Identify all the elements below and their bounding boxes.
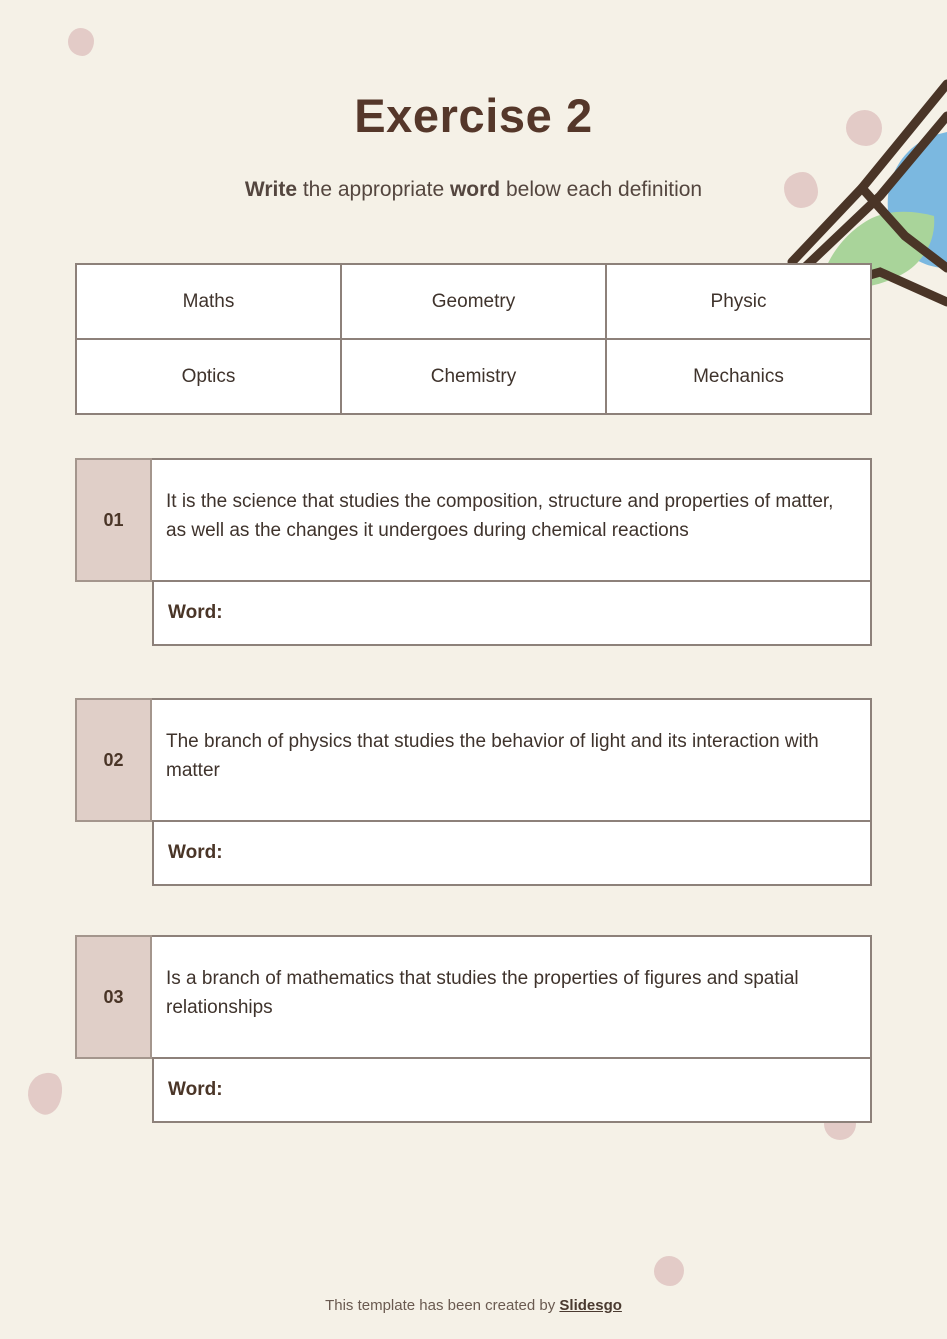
exercise-item-definition-01: It is the science that studies the composition, structure and properties of matter, as well as the changes it undergoes during chemical reactions [152,458,872,582]
footer-text: This template has been created by [325,1297,560,1314]
exercise-item-number-01: 01 [75,458,152,582]
word-bank-cell-optics[interactable]: Optics [76,339,341,414]
subtitle-bold-write: Write [244,178,298,201]
word-bank-cell-chemistry[interactable]: Chemistry [341,339,606,414]
subtitle-text-2: below each definition [500,178,703,201]
word-label-03: Word: [168,1079,223,1100]
exercise-item-03 [75,935,872,1123]
word-bank-cell-geometry[interactable]: Geometry [341,264,606,339]
exercise-item-number-02: 02 [75,698,152,822]
exercise-item-answer-row-01[interactable] [152,582,872,646]
subtitle-text-1: the appropriate [297,178,450,201]
exercise-item-number-03: 03 [75,935,152,1059]
page-subtitle [0,178,947,202]
word-bank-cell-mechanics[interactable]: Mechanics [606,339,871,414]
page-title: Exercise 2 [354,89,593,142]
exercise-item-definition-row [75,698,872,822]
word-bank-cell-physic[interactable]: Physic [606,264,871,339]
exercise-item-answer-row-02[interactable] [152,822,872,886]
exercise-item-02 [75,698,872,886]
exercise-item-definition-02: The branch of physics that studies the behavior of light and its interaction with matter [152,698,872,822]
footer-credit [0,1297,947,1314]
word-bank-cell-maths[interactable]: Maths [76,264,341,339]
exercise-item-01 [75,458,872,646]
word-label-01: Word: [168,602,223,623]
word-bank-row [76,339,871,414]
exercise-item-answer-row-03[interactable] [152,1059,872,1123]
word-bank-table [75,263,872,415]
word-bank-row [76,264,871,339]
slidesgo-link[interactable]: Slidesgo [559,1297,622,1314]
exercise-item-definition-row [75,458,872,582]
exercise-item-definition-03: Is a branch of mathematics that studies the properties of figures and spatial relationships [152,935,872,1059]
word-label-02: Word: [168,842,223,863]
subtitle-bold-word: word [449,178,501,201]
exercise-item-definition-row [75,935,872,1059]
